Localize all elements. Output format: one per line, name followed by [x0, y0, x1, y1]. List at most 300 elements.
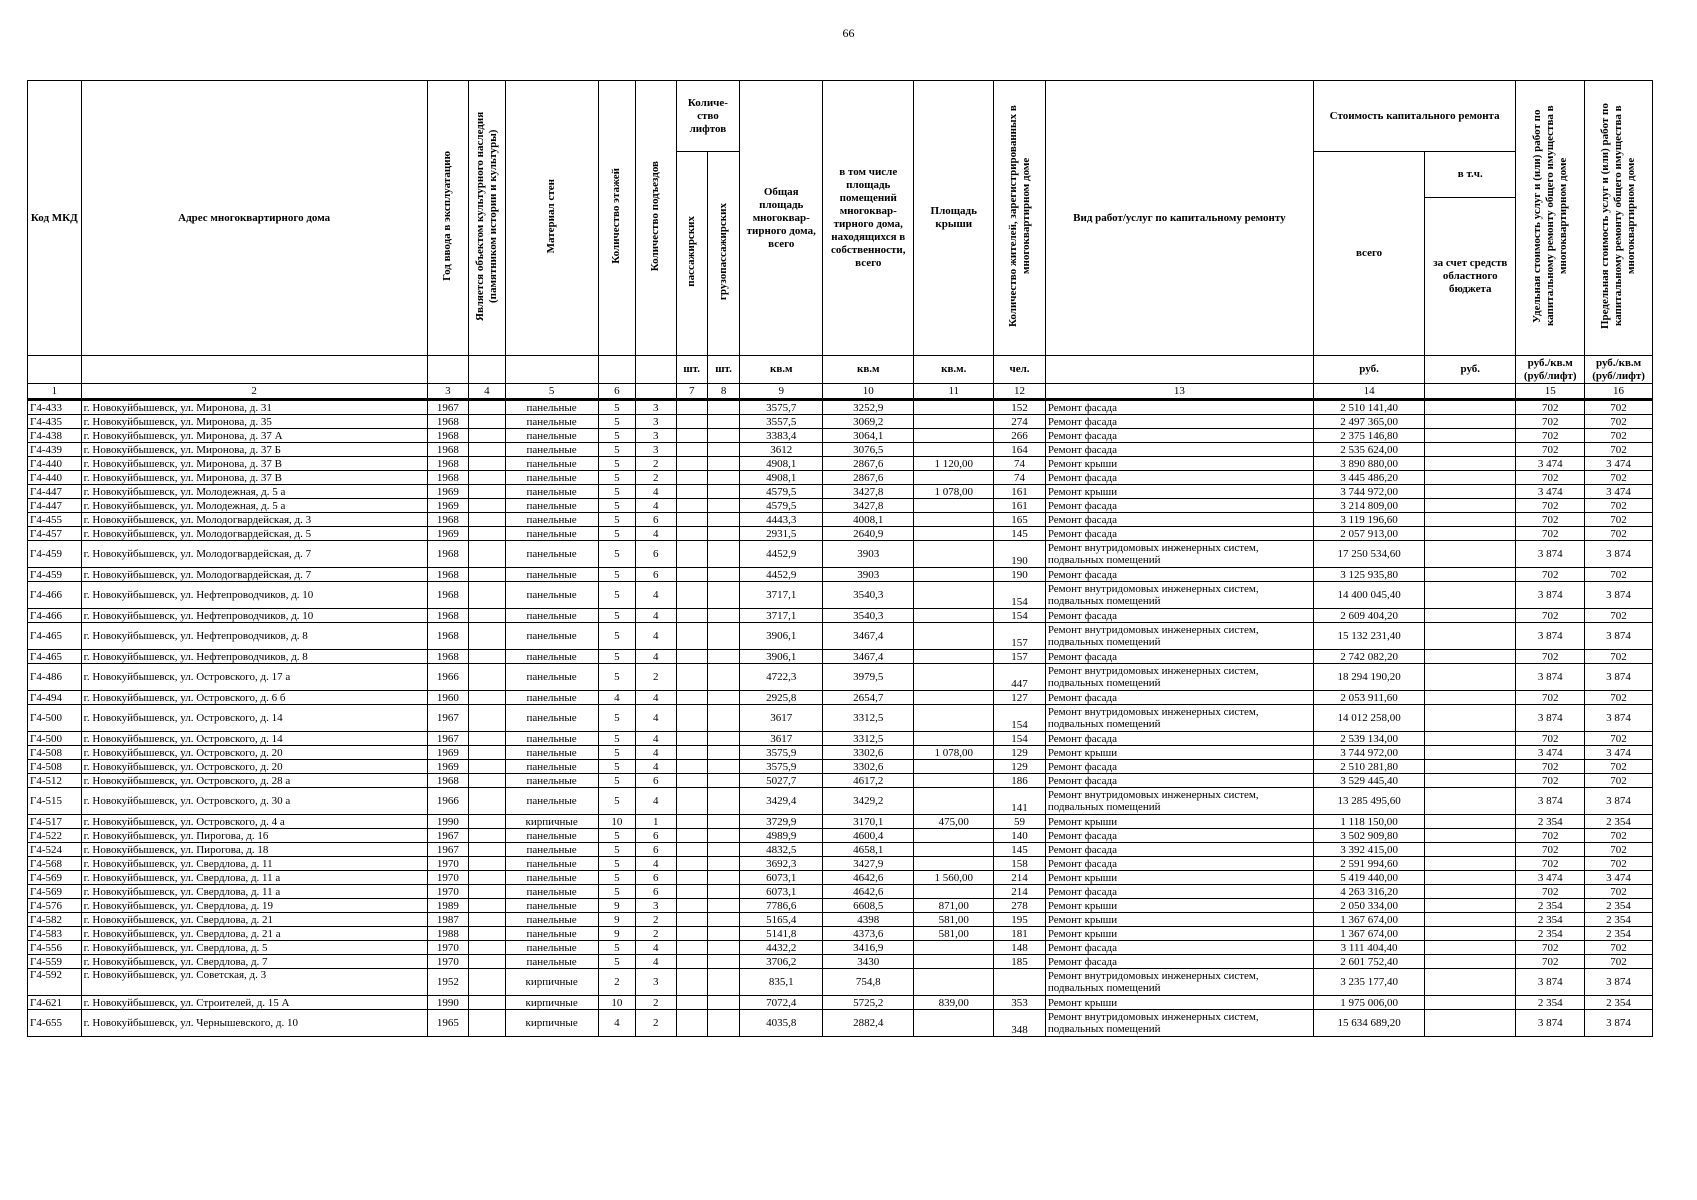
cell-entrances: 6 [636, 513, 676, 527]
cell-lifts-cargo [707, 899, 739, 913]
cell-limit-cost: 702 [1585, 527, 1653, 541]
cell-floors: 5 [598, 513, 635, 527]
cell-address: г. Новокуйбышевск, ул. Советская, д. 3 [81, 969, 427, 996]
cell-residents: 164 [994, 443, 1046, 457]
cell-code: Г4-522 [28, 829, 82, 843]
cell-walls: панельные [505, 705, 598, 732]
cell-cost-total: 2 510 281,80 [1313, 760, 1424, 774]
cell-owned-area: 3427,8 [823, 499, 914, 513]
cell-residents: 157 [994, 623, 1046, 650]
cell-entrances: 4 [636, 732, 676, 746]
cell-walls: панельные [505, 788, 598, 815]
cell-roof-area [914, 969, 994, 996]
cell-code: Г4-569 [28, 871, 82, 885]
cell-roof-area: 1 560,00 [914, 871, 994, 885]
cell-walls: панельные [505, 471, 598, 485]
cell-work-type: Ремонт фасада [1045, 885, 1313, 899]
table-row [28, 527, 1653, 541]
cell-floors: 5 [598, 623, 635, 650]
cell-floors: 5 [598, 568, 635, 582]
col-number: 7 [676, 384, 707, 400]
cell-residents: 148 [994, 941, 1046, 955]
cell-lifts-cargo [707, 857, 739, 871]
cell-unit-cost: 2 354 [1516, 996, 1585, 1010]
unit-pcs: шт. [676, 356, 707, 384]
cell-floors: 5 [598, 732, 635, 746]
cell-cost-regional [1425, 927, 1516, 941]
cell-code: Г4-435 [28, 415, 82, 429]
cell-entrances: 4 [636, 705, 676, 732]
cell-cost-regional [1425, 815, 1516, 829]
cell-unit-cost: 2 354 [1516, 927, 1585, 941]
cell-owned-area: 3427,8 [823, 485, 914, 499]
cell-cost-regional [1425, 941, 1516, 955]
cell-code: Г4-433 [28, 400, 82, 415]
cell-residents: 154 [994, 705, 1046, 732]
cell-residents: 154 [994, 582, 1046, 609]
cell-entrances: 4 [636, 760, 676, 774]
cell-entrances: 4 [636, 857, 676, 871]
cell-work-type: Ремонт внутридомовых инженерных систем, подвальных помещений [1045, 582, 1313, 609]
cell-walls: панельные [505, 955, 598, 969]
cell-cost-total: 3 890 880,00 [1313, 457, 1424, 471]
cell-code: Г4-556 [28, 941, 82, 955]
cell-unit-cost: 702 [1516, 609, 1585, 623]
cell-cost-regional [1425, 485, 1516, 499]
table-row [28, 485, 1653, 499]
cell-heritage [469, 996, 505, 1010]
page-number: 66 [842, 26, 855, 40]
cell-code: Г4-440 [28, 457, 82, 471]
cell-unit-cost: 2 354 [1516, 899, 1585, 913]
cell-floors: 5 [598, 857, 635, 871]
cell-heritage [469, 527, 505, 541]
col-cost-regional-header: за счет средств областного бюджета [1425, 198, 1516, 356]
cell-owned-area: 3069,2 [823, 415, 914, 429]
cell-cost-total: 1 118 150,00 [1313, 815, 1424, 829]
cell-total-area: 2925,8 [740, 691, 823, 705]
cell-lifts-cargo [707, 513, 739, 527]
col-lifts-header: Количе-ство лифтов [676, 81, 740, 152]
cell-floors: 4 [598, 691, 635, 705]
cell-walls: панельные [505, 568, 598, 582]
cell-cost-regional [1425, 1010, 1516, 1037]
cell-address: г. Новокуйбышевск, ул. Пирогова, д. 18 [81, 843, 427, 857]
cell-lifts-cargo [707, 415, 739, 429]
cell-floors: 5 [598, 541, 635, 568]
cell-cost-total: 2 510 141,40 [1313, 400, 1424, 415]
cell-roof-area [914, 582, 994, 609]
cell-work-type: Ремонт фасада [1045, 691, 1313, 705]
cell-address: г. Новокуйбышевск, ул. Миронова, д. 35 [81, 415, 427, 429]
cell-entrances: 4 [636, 609, 676, 623]
table-row [28, 513, 1653, 527]
cell-total-area: 3717,1 [740, 609, 823, 623]
cell-work-type: Ремонт крыши [1045, 485, 1313, 499]
table-row [28, 691, 1653, 705]
table-row [28, 941, 1653, 955]
cell-unit-cost: 3 874 [1516, 788, 1585, 815]
cell-heritage [469, 941, 505, 955]
cell-address: г. Новокуйбышевск, ул. Молодогвардейская, д. 7 [81, 541, 427, 568]
cell-address: г. Новокуйбышевск, ул. Миронова, д. 37 Б [81, 443, 427, 457]
cell-limit-cost: 702 [1585, 443, 1653, 457]
cell-heritage [469, 691, 505, 705]
col-number: 11 [914, 384, 994, 400]
cell-owned-area: 3076,5 [823, 443, 914, 457]
cell-lifts-pass [676, 815, 707, 829]
cell-unit-cost: 702 [1516, 732, 1585, 746]
col-number: 6 [598, 384, 635, 400]
cell-limit-cost: 3 874 [1585, 623, 1653, 650]
cell-year: 1968 [427, 623, 468, 650]
cell-total-area: 835,1 [740, 969, 823, 996]
cell-entrances: 2 [636, 996, 676, 1010]
cell-cost-regional [1425, 899, 1516, 913]
cell-walls: панельные [505, 664, 598, 691]
cell-cost-total: 3 529 445,40 [1313, 774, 1424, 788]
cell-address: г. Новокуйбышевск, ул. Нефтепроводчиков, д. 10 [81, 582, 427, 609]
cell-roof-area [914, 829, 994, 843]
cell-limit-cost: 702 [1585, 568, 1653, 582]
cell-roof-area [914, 691, 994, 705]
table-row [28, 871, 1653, 885]
cell-year: 1966 [427, 788, 468, 815]
cell-floors: 5 [598, 429, 635, 443]
cell-walls: панельные [505, 443, 598, 457]
cell-address: г. Новокуйбышевск, ул. Молодогвардейская, д. 5 [81, 527, 427, 541]
cell-floors: 2 [598, 969, 635, 996]
cell-owned-area: 3540,3 [823, 582, 914, 609]
table-row [28, 400, 1653, 415]
cell-unit-cost: 3 874 [1516, 705, 1585, 732]
cell-address: г. Новокуйбышевск, ул. Островского, д. 17 а [81, 664, 427, 691]
cell-heritage [469, 443, 505, 457]
cell-address: г. Новокуйбышевск, ул. Миронова, д. 37 А [81, 429, 427, 443]
cell-entrances: 3 [636, 415, 676, 429]
cell-walls: панельные [505, 457, 598, 471]
cell-walls: панельные [505, 843, 598, 857]
cell-address: г. Новокуйбышевск, ул. Свердлова, д. 11 а [81, 885, 427, 899]
cell-residents: 129 [994, 746, 1046, 760]
cell-floors: 5 [598, 443, 635, 457]
cell-heritage [469, 857, 505, 871]
cell-year: 1970 [427, 955, 468, 969]
cell-entrances: 4 [636, 955, 676, 969]
cell-address: г. Новокуйбышевск, ул. Островского, д. 4 а [81, 815, 427, 829]
cell-lifts-cargo [707, 485, 739, 499]
cell-entrances: 4 [636, 746, 676, 760]
cell-roof-area [914, 760, 994, 774]
cell-limit-cost: 702 [1585, 513, 1653, 527]
cell-total-area: 4832,5 [740, 843, 823, 857]
cell-work-type: Ремонт фасада [1045, 829, 1313, 843]
cell-roof-area [914, 1010, 994, 1037]
cell-floors: 5 [598, 400, 635, 415]
cell-lifts-pass [676, 969, 707, 996]
cell-lifts-cargo [707, 941, 739, 955]
cell-limit-cost: 2 354 [1585, 996, 1653, 1010]
cell-entrances: 3 [636, 443, 676, 457]
cell-cost-regional [1425, 623, 1516, 650]
cell-owned-area: 2867,6 [823, 471, 914, 485]
cell-code: Г4-592 [28, 969, 82, 996]
cell-limit-cost: 702 [1585, 843, 1653, 857]
cell-owned-area: 3302,6 [823, 746, 914, 760]
cell-walls: панельные [505, 582, 598, 609]
cell-owned-area: 3312,5 [823, 705, 914, 732]
cell-limit-cost: 702 [1585, 732, 1653, 746]
cell-roof-area [914, 471, 994, 485]
cell-lifts-pass [676, 1010, 707, 1037]
cell-work-type: Ремонт фасада [1045, 429, 1313, 443]
cell-lifts-pass [676, 955, 707, 969]
cell-heritage [469, 843, 505, 857]
col-roof-area-header: Площадь крыши [914, 81, 994, 356]
cell-work-type: Ремонт внутридомовых инженерных систем, подвальных помещений [1045, 541, 1313, 568]
capital-repair-table [27, 80, 1653, 1037]
cell-lifts-cargo [707, 471, 739, 485]
cell-address: г. Новокуйбышевск, ул. Свердлова, д. 21 а [81, 927, 427, 941]
table-row [28, 415, 1653, 429]
cell-code: Г4-440 [28, 471, 82, 485]
unit-sqm: кв.м [823, 356, 914, 384]
cell-roof-area: 839,00 [914, 996, 994, 1010]
cell-address: г. Новокуйбышевск, ул. Миронова, д. 31 [81, 400, 427, 415]
cell-work-type: Ремонт крыши [1045, 457, 1313, 471]
cell-address: г. Новокуйбышевск, ул. Свердлова, д. 11 а [81, 871, 427, 885]
cell-heritage [469, 705, 505, 732]
cell-residents: 266 [994, 429, 1046, 443]
cell-cost-total: 5 419 440,00 [1313, 871, 1424, 885]
cell-heritage [469, 899, 505, 913]
cell-lifts-cargo [707, 499, 739, 513]
cell-cost-regional [1425, 774, 1516, 788]
cell-floors: 5 [598, 415, 635, 429]
col-number: 16 [1585, 384, 1653, 400]
cell-code: Г4-459 [28, 568, 82, 582]
cell-heritage [469, 1010, 505, 1037]
cell-lifts-pass [676, 941, 707, 955]
cell-roof-area [914, 568, 994, 582]
cell-cost-regional [1425, 609, 1516, 623]
cell-cost-regional [1425, 691, 1516, 705]
cell-unit-cost: 702 [1516, 774, 1585, 788]
cell-address: г. Новокуйбышевск, ул. Островского, д. 28 а [81, 774, 427, 788]
cell-cost-regional [1425, 650, 1516, 664]
cell-year: 1989 [427, 899, 468, 913]
cell-floors: 4 [598, 1010, 635, 1037]
cell-address: г. Новокуйбышевск, ул. Пирогова, д. 16 [81, 829, 427, 843]
cell-floors: 5 [598, 774, 635, 788]
cell-total-area: 5165,4 [740, 913, 823, 927]
cell-owned-area: 5725,2 [823, 996, 914, 1010]
cell-cost-total: 1 367 674,00 [1313, 927, 1424, 941]
cell-total-area: 4579,5 [740, 485, 823, 499]
table-row [28, 582, 1653, 609]
cell-floors: 5 [598, 746, 635, 760]
cell-year: 1965 [427, 1010, 468, 1037]
cell-work-type: Ремонт фасада [1045, 499, 1313, 513]
cell-cost-regional [1425, 457, 1516, 471]
cell-cost-regional [1425, 955, 1516, 969]
cell-roof-area [914, 774, 994, 788]
cell-entrances: 6 [636, 871, 676, 885]
cell-year: 1968 [427, 415, 468, 429]
cell-heritage [469, 746, 505, 760]
cell-lifts-cargo [707, 527, 739, 541]
cell-year: 1968 [427, 582, 468, 609]
table-row [28, 996, 1653, 1010]
cell-code: Г4-512 [28, 774, 82, 788]
cell-year: 1990 [427, 815, 468, 829]
cell-code: Г4-655 [28, 1010, 82, 1037]
cell-year: 1968 [427, 609, 468, 623]
cell-heritage [469, 471, 505, 485]
col-work-type-header: Вид работ/услуг по капитальному ремонту [1045, 81, 1313, 356]
cell-owned-area: 3312,5 [823, 732, 914, 746]
table-row [28, 732, 1653, 746]
cell-unit-cost: 702 [1516, 843, 1585, 857]
cell-address: г. Новокуйбышевск, ул. Островского, д. 6 б [81, 691, 427, 705]
cell-cost-total: 1 367 674,00 [1313, 913, 1424, 927]
cell-limit-cost: 3 874 [1585, 541, 1653, 568]
cell-total-area: 4579,5 [740, 499, 823, 513]
col-number [1425, 384, 1516, 400]
cell-limit-cost: 702 [1585, 885, 1653, 899]
cell-code: Г4-508 [28, 746, 82, 760]
cell-year: 1968 [427, 457, 468, 471]
cell-year: 1970 [427, 871, 468, 885]
cell-walls: панельные [505, 760, 598, 774]
cell-cost-total: 3 392 415,00 [1313, 843, 1424, 857]
cell-heritage [469, 609, 505, 623]
cell-unit-cost: 2 354 [1516, 913, 1585, 927]
cell-lifts-pass [676, 650, 707, 664]
cell-lifts-pass [676, 774, 707, 788]
cell-code: Г4-582 [28, 913, 82, 927]
cell-limit-cost: 2 354 [1585, 913, 1653, 927]
cell-address: г. Новокуйбышевск, ул. Нефтепроводчиков, д. 8 [81, 623, 427, 650]
cell-walls: панельные [505, 429, 598, 443]
col-number: 15 [1516, 384, 1585, 400]
cell-floors: 5 [598, 609, 635, 623]
cell-lifts-pass [676, 471, 707, 485]
cell-unit-cost: 702 [1516, 760, 1585, 774]
cell-code: Г4-455 [28, 513, 82, 527]
cell-residents: 353 [994, 996, 1046, 1010]
cell-lifts-cargo [707, 746, 739, 760]
cell-address: г. Новокуйбышевск, ул. Свердлова, д. 7 [81, 955, 427, 969]
cell-owned-area: 4600,4 [823, 829, 914, 843]
cell-residents: 145 [994, 527, 1046, 541]
cell-floors: 5 [598, 457, 635, 471]
cell-year: 1968 [427, 650, 468, 664]
cell-cost-total: 3 744 972,00 [1313, 746, 1424, 760]
cell-walls: панельные [505, 415, 598, 429]
unit-rub: руб. [1313, 356, 1424, 384]
cell-unit-cost: 3 874 [1516, 664, 1585, 691]
cell-cost-regional [1425, 664, 1516, 691]
cell-lifts-cargo [707, 443, 739, 457]
cell-lifts-cargo [707, 996, 739, 1010]
cell-walls: панельные [505, 400, 598, 415]
cell-walls: панельные [505, 941, 598, 955]
cell-walls: панельные [505, 541, 598, 568]
cell-total-area: 7786,6 [740, 899, 823, 913]
cell-unit-cost: 3 874 [1516, 1010, 1585, 1037]
cell-owned-area: 3252,9 [823, 400, 914, 415]
cell-lifts-pass [676, 415, 707, 429]
cell-heritage [469, 485, 505, 499]
cell-unit-cost: 702 [1516, 829, 1585, 843]
cell-lifts-cargo [707, 788, 739, 815]
cell-code: Г4-447 [28, 485, 82, 499]
cell-residents: 140 [994, 829, 1046, 843]
col-number: 13 [1045, 384, 1313, 400]
cell-owned-area: 3467,4 [823, 650, 914, 664]
cell-walls: панельные [505, 774, 598, 788]
col-number [636, 384, 676, 400]
cell-cost-regional [1425, 885, 1516, 899]
cell-year: 1968 [427, 541, 468, 568]
cell-owned-area: 2882,4 [823, 1010, 914, 1037]
cell-year: 1987 [427, 913, 468, 927]
cell-address: г. Новокуйбышевск, ул. Молодежная, д. 5 а [81, 485, 427, 499]
cell-cost-total: 2 497 365,00 [1313, 415, 1424, 429]
cell-unit-cost: 2 354 [1516, 815, 1585, 829]
cell-unit-cost: 702 [1516, 471, 1585, 485]
cell-walls: панельные [505, 609, 598, 623]
cell-address: г. Новокуйбышевск, ул. Строителей, д. 15 А [81, 996, 427, 1010]
cell-cost-total: 3 214 809,00 [1313, 499, 1424, 513]
table-row [28, 969, 1653, 996]
cell-roof-area: 1 078,00 [914, 485, 994, 499]
cell-floors: 9 [598, 927, 635, 941]
cell-limit-cost: 702 [1585, 829, 1653, 843]
cell-limit-cost: 702 [1585, 774, 1653, 788]
col-number: 1 [28, 384, 82, 400]
cell-entrances: 6 [636, 541, 676, 568]
cell-lifts-pass [676, 732, 707, 746]
cell-walls: панельные [505, 857, 598, 871]
cell-cost-regional [1425, 705, 1516, 732]
cell-work-type: Ремонт крыши [1045, 746, 1313, 760]
cell-cost-total: 2 742 082,20 [1313, 650, 1424, 664]
cell-total-area: 4908,1 [740, 471, 823, 485]
cell-lifts-cargo [707, 927, 739, 941]
cell-owned-area: 3540,3 [823, 609, 914, 623]
cell-residents: 274 [994, 415, 1046, 429]
cell-work-type: Ремонт внутридомовых инженерных систем, подвальных помещений [1045, 1010, 1313, 1037]
cell-cost-regional [1425, 746, 1516, 760]
cell-heritage [469, 732, 505, 746]
cell-work-type: Ремонт фасада [1045, 415, 1313, 429]
unit-sqm: кв.м. [914, 356, 994, 384]
cell-code: Г4-568 [28, 857, 82, 871]
column-number-row [28, 384, 1653, 400]
unit-rub-sqm: руб./кв.м (руб/лифт) [1585, 356, 1653, 384]
cell-walls: панельные [505, 623, 598, 650]
cell-residents: 214 [994, 871, 1046, 885]
cell-total-area: 4452,9 [740, 541, 823, 568]
cell-work-type: Ремонт фасада [1045, 941, 1313, 955]
cell-year: 1970 [427, 941, 468, 955]
cell-floors: 5 [598, 885, 635, 899]
cell-unit-cost: 3 474 [1516, 871, 1585, 885]
cell-cost-total: 3 744 972,00 [1313, 485, 1424, 499]
cell-limit-cost: 702 [1585, 955, 1653, 969]
